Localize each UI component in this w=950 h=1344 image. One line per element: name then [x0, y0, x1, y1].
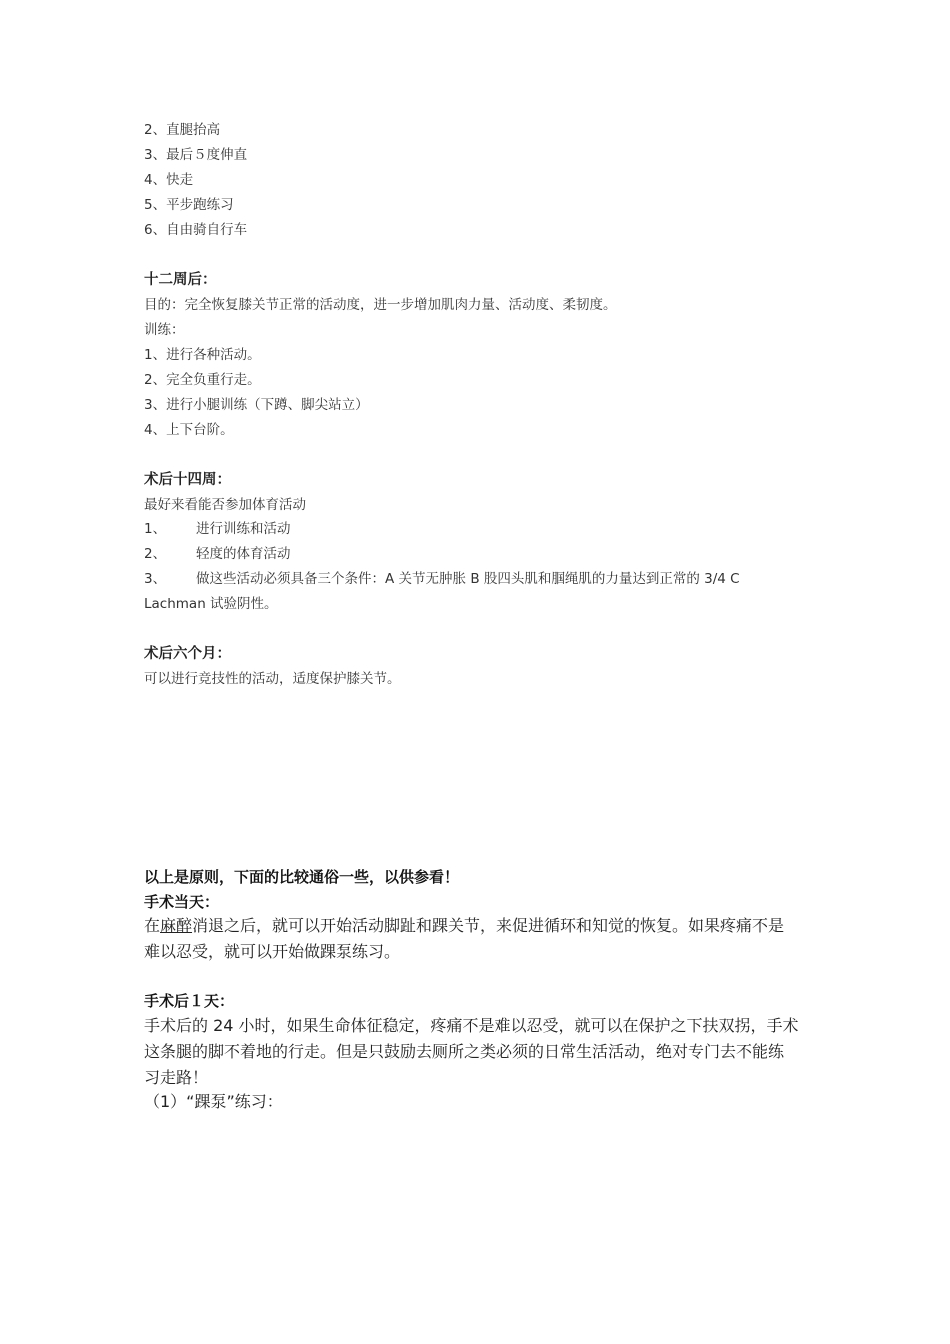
casual-intro: 以上是原则，下面的比较通俗一些，以供参看！: [144, 868, 460, 886]
list-text: 轻度的体育活动: [196, 546, 291, 562]
section-heading-day1: 手术后１天：: [144, 992, 235, 1010]
ankle-pump-label: （1）“踝泵”练习：: [144, 1092, 283, 1111]
list-item: [144, 570, 740, 588]
anesthesia-link[interactable]: 麻醉: [160, 916, 193, 935]
section-heading-day0: 手术当天：: [144, 893, 220, 911]
list-number: 1、: [144, 521, 167, 537]
section-heading-week14: 术后十四周：: [144, 472, 231, 488]
list-item: 5、平步跑练习: [144, 197, 234, 213]
section-heading-week12: 十二周后：: [144, 272, 217, 288]
section-heading-month6: 术后六个月：: [144, 646, 231, 662]
week14-intro: 最好来看能否参加体育活动: [144, 497, 306, 513]
day0-line-1: [144, 914, 784, 938]
list-text: 进行训练和活动: [196, 521, 291, 537]
list-item: 3、最后５度伸直: [144, 147, 248, 163]
day1-line: 手术后的 24 小时，如果生命体征稳定，疼痛不是难以忍受，就可以在保护之下扶双拐，手术: [144, 1016, 799, 1035]
week12-goal: 目的：完全恢复膝关节正常的活动度，进一步增加肌肉力量、活动度、柔韧度。: [144, 297, 617, 313]
day0-line-2: 难以忍受，就可以开始做踝泵练习。: [144, 942, 401, 961]
day1-line: 这条腿的脚不着地的行走。但是只鼓励去厕所之类必须的日常生活活动，绝对专门去不能练: [144, 1042, 785, 1061]
day0-text: 消退之后，就可以开始活动脚趾和踝关节，来促进循环和知觉的恢复。如果疼痛不是: [192, 916, 785, 935]
list-item: 3、进行小腿训练（下蹲、脚尖站立）: [144, 397, 369, 413]
list-number: 2、: [144, 546, 167, 562]
list-item: 4、快走: [144, 172, 194, 188]
day0-prefix: 在: [144, 916, 161, 935]
month6-text: 可以进行竞技性的活动，适度保护膝关节。: [144, 671, 401, 687]
list-text: 做这些活动必须具备三个条件：A 关节无肿胀 B 股四头肌和腘绳肌的力量达到正常的 3/4 C: [196, 571, 740, 587]
list-item: [144, 520, 291, 538]
list-item: 6、自由骑自行车: [144, 222, 248, 238]
list-item: 1、进行各种活动。: [144, 347, 261, 363]
list-item-continuation: Lachman 试验阴性。: [144, 596, 278, 612]
list-item: 4、上下台阶。: [144, 422, 234, 438]
day1-line: 习走路！: [144, 1068, 209, 1087]
week12-train-label: 训练：: [144, 322, 185, 338]
list-item: 2、直腿抬高: [144, 122, 221, 138]
list-number: 3、: [144, 571, 167, 587]
list-item: [144, 545, 291, 563]
list-item: 2、完全负重行走。: [144, 372, 261, 388]
